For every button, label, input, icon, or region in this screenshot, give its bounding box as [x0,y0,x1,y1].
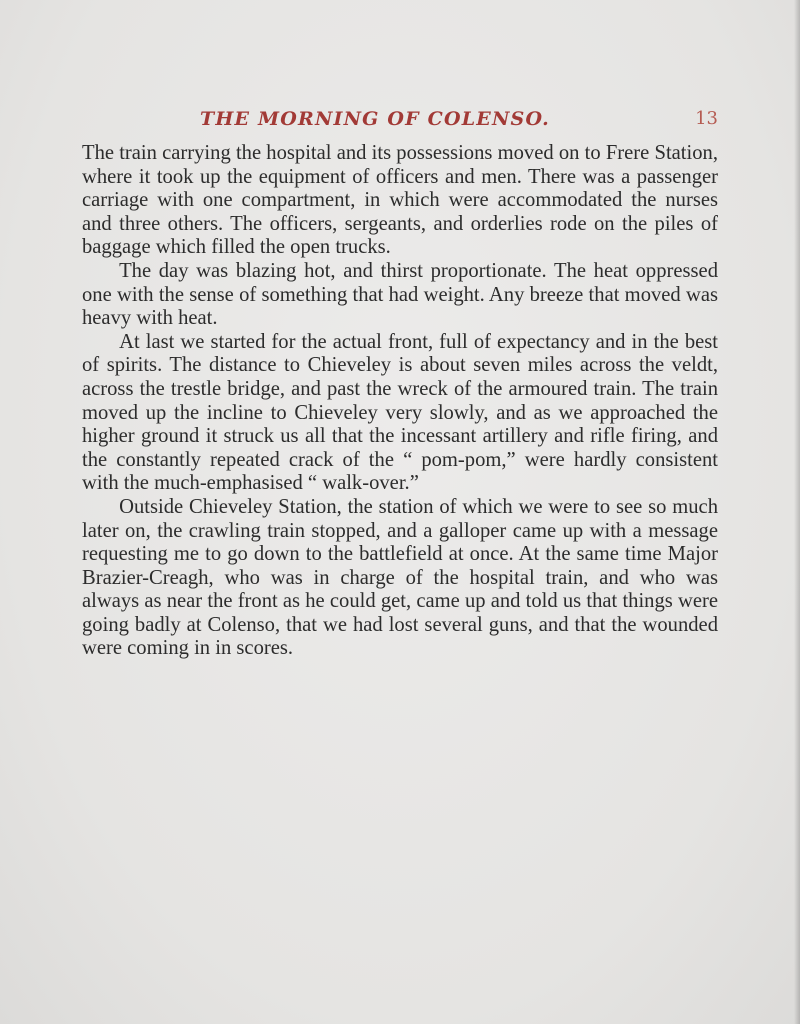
page-number: 13 [695,108,718,129]
paragraph: Outside Chieveley Station, the station of which we were to see so much later on, the crawling train stopped, and a galloper came up with a message requesting me to go down to the battlefield at once. At the same time Major Brazier-Creagh, who was in charge of the hospital train, and who was always as near the front as he could get, came up and told us that things were going badly at Colenso, that we had lost several guns, and that the wounded were coming in in scores. [82,495,718,660]
page-edge-shadow [794,0,800,1024]
paragraph: At last we started for the actual front, full of expectancy and in the best of spirits. The distance to Chieveley is about seven miles across the veldt, across the trestle bridge, and past the wreck of the armoured train. The train moved up the incline to Chieveley very slowly, and as we approached the higher ground it struck us all that the incessant artillery and rifle firing, and the constantly repeated crack of the “ pom-pom,” were hardly consistent with the much-emphasised “ walk-over.” [82,330,718,495]
body-text [82,142,718,661]
chapter-title: THE MORNING OF COLENSO. [200,108,550,130]
paragraph: The train carrying the hospital and its possessions moved on to Frere Station, where it took up the equipment of officers and men. There was a passenger carriage with one compartment, in which were accommodated the nurses and three others. The officers, sergeants, and orderlies rode on the piles of baggage which filled the open trucks. [82,142,718,259]
running-head [82,108,718,134]
paragraph: The day was blazing hot, and thirst proportionate. The heat oppressed one with the sense of something that had weight. Any breeze that moved was heavy with heat. [82,259,718,330]
